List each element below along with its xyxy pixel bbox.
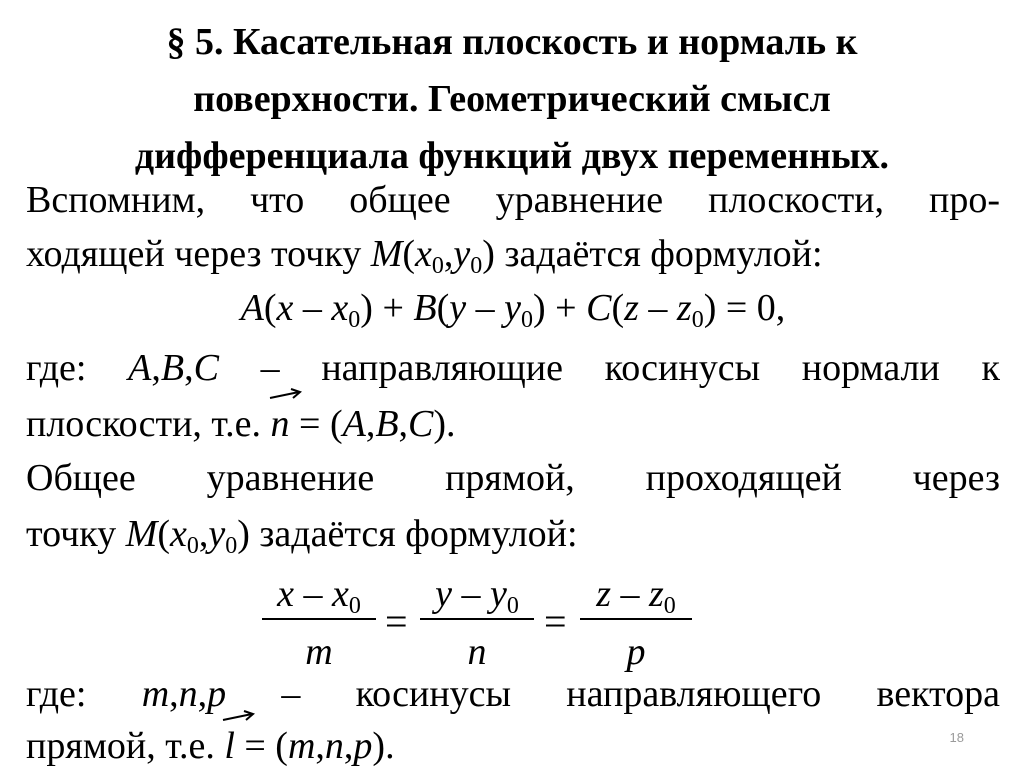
section-title — [20, 14, 1004, 185]
para2-dash-text: – направляющие косинусы нормали к — [218, 347, 1001, 389]
abc-symbols: A,B,C — [128, 347, 219, 389]
title-line-3: дифференциала функций двух переменных. — [134, 135, 890, 177]
para1-line2 — [26, 230, 1000, 278]
fraction-y: y – $y_0$ n — [420, 572, 534, 674]
para4-line2-text: прямой, т.е. — [26, 725, 225, 767]
direction-vector-l: l — [224, 722, 235, 770]
para1-line2-end: задаётся формулой: — [494, 233, 823, 275]
para4-dash-text: – косинусы направляющего вектора — [226, 673, 1001, 715]
para1-line1: Вспомним, что общее уравнение плоскости, про- — [26, 179, 1000, 221]
para3-line2-end: задаётся формулой: — [249, 513, 578, 555]
fraction-z: z – $z_0$ p — [580, 572, 692, 674]
para2-lead: где: — [26, 347, 129, 389]
para3-line1: Общее уравнение прямой, проходящей через — [26, 457, 1000, 499]
point-m-formula: $M(x_0,y_0)$ — [370, 233, 495, 279]
equals-sign-2: = — [544, 599, 567, 644]
title-line-1: § 5. Касательная плоскость и нормаль к — [166, 21, 858, 63]
para2-line2: плоскости, т.е. n = (A,B,C). — [26, 400, 1000, 448]
para2-line2-text: плоскости, т.е. — [26, 403, 271, 445]
fraction-x: x – $x_0$ m — [262, 572, 376, 674]
page-number: 18 — [949, 730, 964, 745]
para3-line2 — [26, 510, 1000, 558]
mnp-symbols: m,n,p — [141, 673, 227, 715]
vector-arrow-icon — [222, 710, 256, 724]
para4-lead: где: — [26, 673, 142, 715]
plane-equation: $A(x - x_0) + B(y - y_0) + C(z - z_0) = 0$, — [240, 287, 786, 333]
normal-vector-n: n — [271, 400, 290, 448]
para4-line1 — [26, 670, 1000, 718]
para2-line1 — [26, 344, 1000, 392]
title-line-2: поверхности. Геометрический смысл — [193, 78, 831, 120]
para3-line2-text: точку — [26, 513, 126, 555]
para4-line2: прямой, т.е. l = (m,n,p). — [26, 722, 1000, 770]
vector-arrow-icon — [269, 388, 303, 402]
point-m-formula-2: $M(x_0,y_0)$ — [125, 513, 250, 559]
para1-line2-text: ходящей через точку — [26, 233, 371, 275]
equals-sign-1: = — [385, 599, 408, 644]
